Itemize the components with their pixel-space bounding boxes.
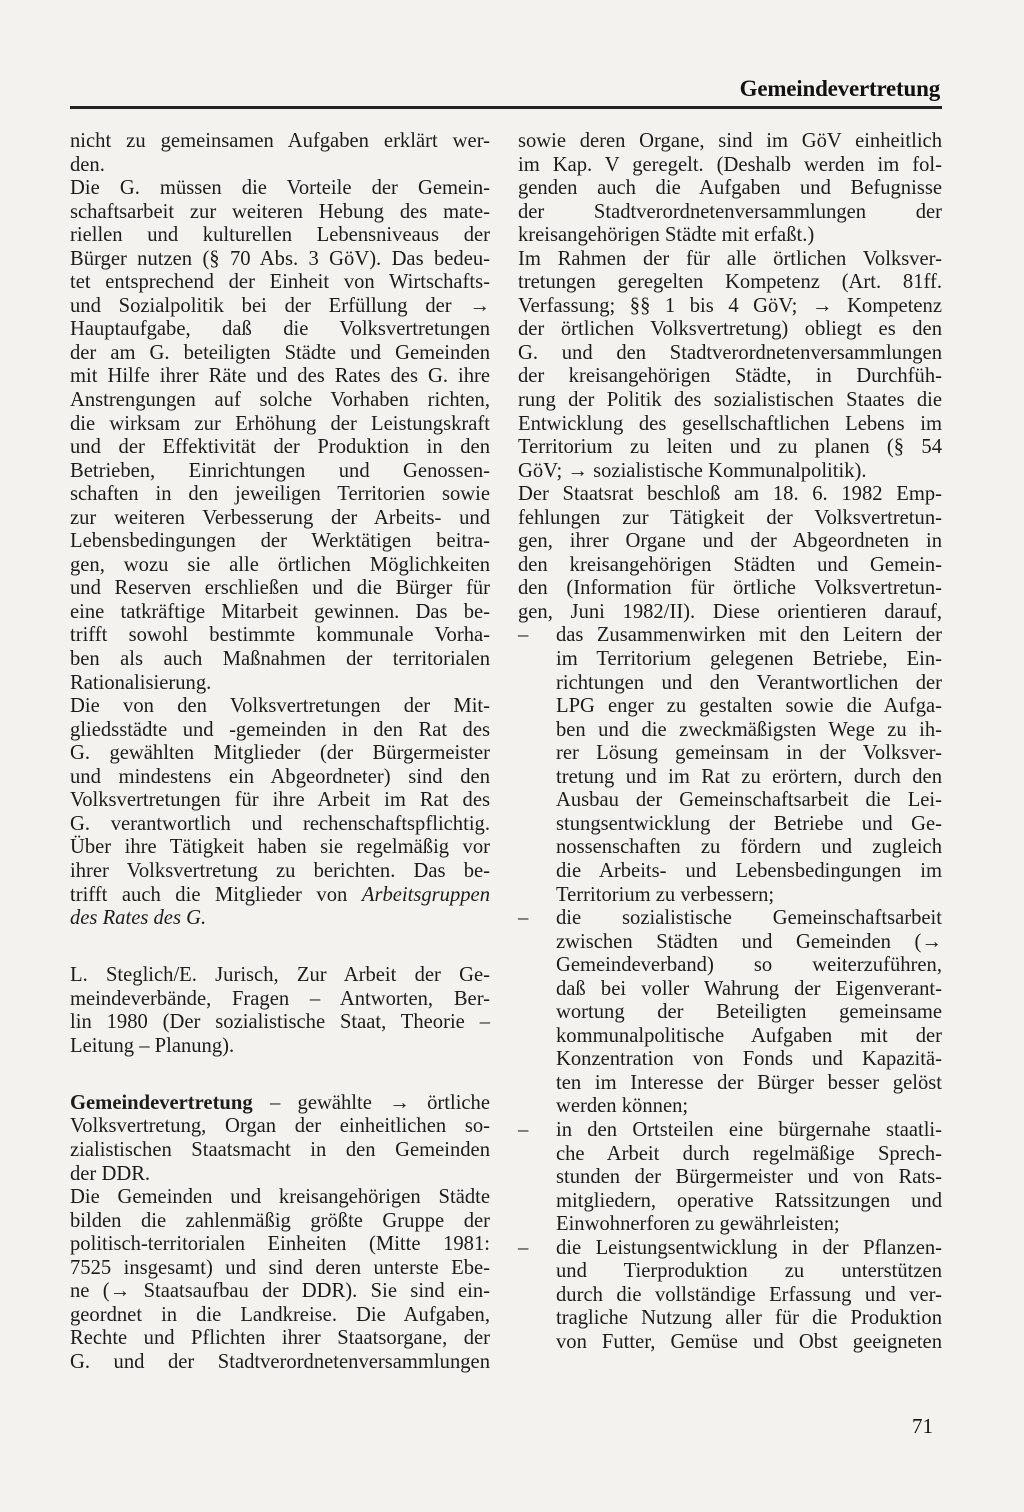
list-item-text: das Zusammenwirken mit den Leitern der — [556, 624, 942, 647]
left-column — [70, 130, 490, 1374]
body-text-line: Die von den Volksvertretungen der Mit- — [70, 695, 490, 718]
list-indent — [518, 1001, 556, 1025]
entry-heading-line — [70, 1092, 490, 1116]
list-item-line — [518, 648, 942, 672]
right-column — [518, 130, 942, 1354]
list-item-line — [518, 860, 942, 884]
body-text-line: riellen und kulturellen Lebensniveaus der — [70, 224, 490, 247]
paragraph-gap — [70, 1058, 490, 1082]
list-item-line — [518, 884, 942, 908]
list-item-text: Territorium zu verbessern; — [556, 883, 775, 906]
list-item-line — [518, 813, 942, 837]
body-text-line: Lebensbedingungen der Werktätigen beitra- — [70, 530, 490, 553]
body-text-line: gen, wozu sie alle örtlichen Möglichkeiten — [70, 553, 490, 576]
list-indent — [518, 1331, 556, 1355]
body-text-line: und mindestens ein Abgeordneter) sind den — [70, 765, 490, 788]
list-item-line — [518, 978, 942, 1002]
list-dash-marker: – — [518, 1118, 529, 1141]
body-text-line: sowie deren Organe, sind im GöV einheitlich — [518, 130, 942, 152]
list-item-text: stunden der Bürgermeister und von Rats- — [556, 1166, 942, 1189]
list-item-line — [518, 954, 942, 978]
entry-text-line: ne (→ Staatsaufbau der DDR). Sie sind ein- — [70, 1280, 490, 1303]
list-item-text: und Tierproduktion zu unterstützen — [556, 1260, 942, 1283]
body-text-line: Volksvertretungen für ihre Arbeit im Rat des — [70, 789, 490, 812]
list-item-text: ten im Interesse der Bürger besser gelöst — [556, 1071, 942, 1094]
entry-text-line: geordnet in die Landkreise. Die Aufgaben, — [70, 1303, 490, 1326]
list-item-line — [518, 1307, 942, 1331]
list-item-text: Gemeindeverband) so weiterzuführen, — [556, 954, 942, 977]
list-item-text: mitgliedern, operative Ratssitzungen und — [556, 1189, 942, 1212]
entry-definition-start: – gewählte → örtliche — [252, 1091, 490, 1114]
list-item-line — [518, 1284, 942, 1308]
body-text-line: die wirksam zur Erhöhung der Leistungskraft — [70, 412, 490, 435]
list-item-line — [518, 766, 942, 790]
list-indent — [518, 695, 556, 719]
list-item-line — [518, 836, 942, 860]
list-indent — [518, 1166, 556, 1190]
list-item-line — [518, 719, 942, 743]
body-text-line: der örtlichen Volksvertretung) obliegt es den — [518, 318, 942, 341]
list-indent — [518, 1025, 556, 1049]
running-header-title: Gemeindevertretung — [739, 76, 940, 101]
list-item-text: richtungen und den Verantwortlichen der — [556, 671, 942, 694]
list-item-line — [518, 1143, 942, 1167]
list-item-text: wortung der Beteiligten gemeinsame — [556, 1001, 942, 1024]
body-text-line: Hauptaufgabe, daß die Volksvertretungen — [70, 318, 490, 341]
body-text-line: der kreisangehörigen Städte, in Durchfüh- — [518, 365, 942, 388]
list-item-line — [518, 1001, 942, 1025]
list-item-line — [518, 624, 942, 648]
body-text-line: trifft sowohl bestimmte kommunale Vorha- — [70, 624, 490, 647]
list-indent — [518, 1143, 556, 1167]
body-text-line: rung der Politik des sozialistischen Staates die — [518, 389, 942, 412]
body-text-line: Der Staatsrat beschloß am 18. 6. 1982 Emp- — [518, 483, 942, 506]
reference-line: L. Steglich/E. Jurisch, Zur Arbeit der Ge- — [70, 964, 490, 987]
list-item-line — [518, 1260, 942, 1284]
body-text-line: gliedsstädte und -gemeinden in den Rat des — [70, 718, 490, 741]
list-indent — [518, 1284, 556, 1308]
body-text-fragment: trifft auch die Mitglieder von — [70, 883, 362, 906]
list-indent — [518, 813, 556, 837]
paragraph-gap — [70, 1082, 490, 1092]
entry-text-line: der DDR. — [70, 1162, 151, 1185]
list-item-text: stungsentwicklung der Betriebe und Ge- — [556, 812, 942, 835]
body-text-line: Verfassung; §§ 1 bis 4 GöV; → Kompetenz — [518, 294, 942, 317]
body-text-line: den. — [70, 153, 105, 176]
list-dash-marker: – — [518, 907, 529, 930]
entry-text-line: Volksvertretung, Organ der einheitlichen so- — [70, 1115, 490, 1138]
list-item-line — [518, 695, 942, 719]
list-indent — [518, 766, 556, 790]
entry-text-line: Rechte und Pflichten ihrer Staatsorgane, der — [70, 1327, 490, 1350]
list-dash-marker: – — [518, 624, 529, 647]
list-item-line — [518, 789, 942, 813]
entry-text-line: 7525 insgesamt) und sind deren unterste Ebe- — [70, 1256, 490, 1279]
reference-line: lin 1980 (Der sozialistische Staat, Theorie – — [70, 1011, 490, 1034]
list-item-line — [518, 1025, 942, 1049]
body-text-line: mit Hilfe ihrer Räte und des Rates des G. ihre — [70, 365, 490, 388]
list-item-line — [518, 1331, 942, 1355]
body-text-line: ihrer Volksvertretung zu berichten. Das be- — [70, 859, 490, 882]
body-text-line: den (Information für örtliche Volksvertretun- — [518, 577, 942, 600]
list-item-text: LPG enger zu gestalten sowie die Aufga- — [556, 695, 942, 718]
cross-reference-italic: Arbeitsgruppen — [361, 883, 490, 906]
body-text-line: nicht zu gemeinsamen Aufgaben erklärt wer- — [70, 130, 490, 152]
entry-text-line: bilden die zahlenmäßig größte Gruppe der — [70, 1209, 490, 1232]
body-text-line: Anstrengungen auf solche Vorhaben richten, — [70, 389, 490, 412]
body-text-line — [70, 884, 490, 908]
list-item-text: ben und die zweckmäßigsten Wege zu ih- — [556, 718, 942, 741]
list-item-text: durch die vollständige Erfassung und ver- — [556, 1283, 942, 1306]
body-text-line: zur weiteren Verbesserung der Arbeits- und — [70, 506, 490, 529]
list-item-text: in den Ortsteilen eine bürgernahe staatli- — [556, 1118, 942, 1141]
list-item-text: Ausbau der Gemeinschaftsarbeit die Lei- — [556, 789, 942, 812]
body-text-line: Territorium zu leiten und zu planen (§ 54 — [518, 436, 942, 459]
body-text-line: und Sozialpolitik bei der Erfüllung der → — [70, 294, 490, 317]
body-text-line: eine tatkräftige Mitarbeit gewinnen. Das be- — [70, 600, 490, 623]
body-text-line: gen, ihrer Organe und der Abgeordneten in — [518, 530, 942, 553]
body-text-line: ben als auch Maßnahmen der territorialen — [70, 648, 490, 671]
body-text-line: Im Rahmen der für alle örtlichen Volksver- — [518, 247, 942, 270]
body-text-line: Über ihre Tätigkeit haben sie regelmäßig vor — [70, 836, 490, 859]
list-item-line — [518, 1119, 942, 1143]
header-rule — [70, 106, 942, 109]
list-item-line — [518, 1072, 942, 1096]
body-text-line: genden auch die Aufgaben und Befugnisse — [518, 177, 942, 200]
list-item-text: Konzentration von Fonds und Kapazitä- — [556, 1048, 942, 1071]
list-item-text: Einwohnerforen zu gewährleisten; — [556, 1213, 840, 1236]
list-item-text: im Territorium gelegenen Betriebe, Ein- — [556, 648, 942, 671]
list-indent — [518, 954, 556, 978]
list-dash-marker: – — [518, 1236, 529, 1259]
body-text-line: im Kap. V geregelt. (Deshalb werden im fol- — [518, 153, 942, 176]
list-item-line — [518, 672, 942, 696]
entry-text-line: politisch-territorialen Einheiten (Mitte 1981: — [70, 1233, 490, 1256]
list-item-text: tretung und im Rat zu erörtern, durch den — [556, 765, 942, 788]
list-indent — [518, 1190, 556, 1214]
list-item-text: kommunalpolitische Aufgaben mit der — [556, 1024, 942, 1047]
reference-line: Leitung – Planung). — [70, 1034, 235, 1057]
list-indent — [518, 836, 556, 860]
entry-text-line: Die Gemeinden und kreisangehörigen Städte — [70, 1186, 490, 1209]
entry-term: Gemeindevertretung — [70, 1091, 253, 1114]
list-item-line — [518, 931, 942, 955]
list-item-text: die sozialistische Gemeinschaftsarbeit — [556, 907, 942, 930]
body-text-line: Rationalisierung. — [70, 671, 212, 694]
body-text-line: und der Effektivität der Produktion in den — [70, 436, 490, 459]
entry-text-line: G. und der Stadtverordnetenversammlungen — [70, 1350, 490, 1373]
list-item-line — [518, 1237, 942, 1261]
body-text-line: den kreisangehörigen Städten und Gemein- — [518, 553, 942, 576]
body-text-line: und Reserven erschließen und die Bürger für — [70, 577, 490, 600]
cross-reference-italic-line: des Rates des G. — [70, 907, 207, 930]
list-item-text: die Leistungsentwicklung in der Pflanzen- — [556, 1236, 942, 1259]
list-item-line — [518, 907, 942, 931]
list-indent — [518, 1213, 556, 1237]
body-text-line: fehlungen zur Tätigkeit der Volksvertretun- — [518, 506, 942, 529]
paragraph-gap — [70, 931, 490, 955]
list-indent — [518, 719, 556, 743]
body-text-line: G. verantwortlich und rechenschaftspflichtig. — [70, 812, 490, 835]
list-item-text: werden können; — [556, 1095, 689, 1118]
list-indent — [518, 1307, 556, 1331]
body-text-line: Betrieben, Einrichtungen und Genossen- — [70, 459, 490, 482]
list-item-text: rer Lösung gemeinsam in der Volksver- — [556, 742, 942, 765]
entry-text-line: zialistischen Staatsmacht in den Gemeinden — [70, 1138, 490, 1161]
body-text-line: G. und den Stadtverordnetenversammlungen — [518, 341, 942, 364]
page-number: 71 — [912, 1414, 933, 1438]
body-text-line: gen, Juni 1982/II). Diese orientieren darauf, — [518, 600, 942, 623]
list-item-line — [518, 742, 942, 766]
list-item-text: von Futter, Gemüse und Obst geeigneten — [556, 1330, 942, 1353]
body-text-line: der am G. beteiligten Städte und Gemeinden — [70, 341, 490, 364]
list-indent — [518, 884, 556, 908]
list-indent — [518, 860, 556, 884]
list-item-line — [518, 1095, 942, 1119]
body-text-line: der Stadtverordnetenversammlungen der — [518, 200, 942, 223]
list-indent — [518, 978, 556, 1002]
body-text-line: schaften in den jeweiligen Territorien sowie — [70, 483, 490, 506]
list-item-text: die Arbeits- und Lebensbedingungen im — [556, 859, 942, 882]
list-item-line — [518, 1048, 942, 1072]
body-text-line: Die G. müssen die Vorteile der Gemein- — [70, 177, 490, 200]
body-text-line: tretungen geregelten Kompetenz (Art. 81ff. — [518, 271, 942, 294]
body-text-line: schaftsarbeit zur weiteren Hebung des mate- — [70, 200, 490, 223]
list-indent — [518, 1260, 556, 1284]
list-indent — [518, 1048, 556, 1072]
list-item-text: nossenschaften zu fördern und zugleich — [556, 836, 942, 859]
list-indent — [518, 742, 556, 766]
body-text-line: Entwicklung des gesellschaftlichen Lebens im — [518, 412, 942, 435]
list-indent — [518, 789, 556, 813]
list-item-line — [518, 1213, 942, 1237]
body-text-line: Bürger nutzen (§ 70 Abs. 3 GöV). Das bedeu- — [70, 247, 490, 270]
list-indent — [518, 672, 556, 696]
paragraph-gap — [70, 954, 490, 964]
reference-line: meindeverbände, Fragen – Antworten, Ber- — [70, 987, 490, 1010]
list-indent — [518, 931, 556, 955]
list-indent — [518, 1095, 556, 1119]
list-item-text: zwischen Städten und Gemeinden (→ — [556, 930, 942, 953]
list-item-text: che Arbeit durch regelmäßige Sprech- — [556, 1142, 942, 1165]
body-text-line: tet entsprechend der Einheit von Wirtschafts- — [70, 271, 490, 294]
list-indent — [518, 648, 556, 672]
list-indent — [518, 1072, 556, 1096]
list-item-text: daß bei voller Wahrung der Eigenverant- — [556, 977, 942, 1000]
list-item-text: tragliche Nutzung aller für die Produktion — [556, 1307, 942, 1330]
list-item-line — [518, 1166, 942, 1190]
body-text-line: G. gewählten Mitglieder (der Bürgermeister — [70, 742, 490, 765]
body-text-line: kreisangehörigen Städte mit erfaßt.) — [518, 224, 815, 247]
body-text-line: GöV; → sozialistische Kommunalpolitik). — [518, 459, 867, 482]
list-item-line — [518, 1190, 942, 1214]
